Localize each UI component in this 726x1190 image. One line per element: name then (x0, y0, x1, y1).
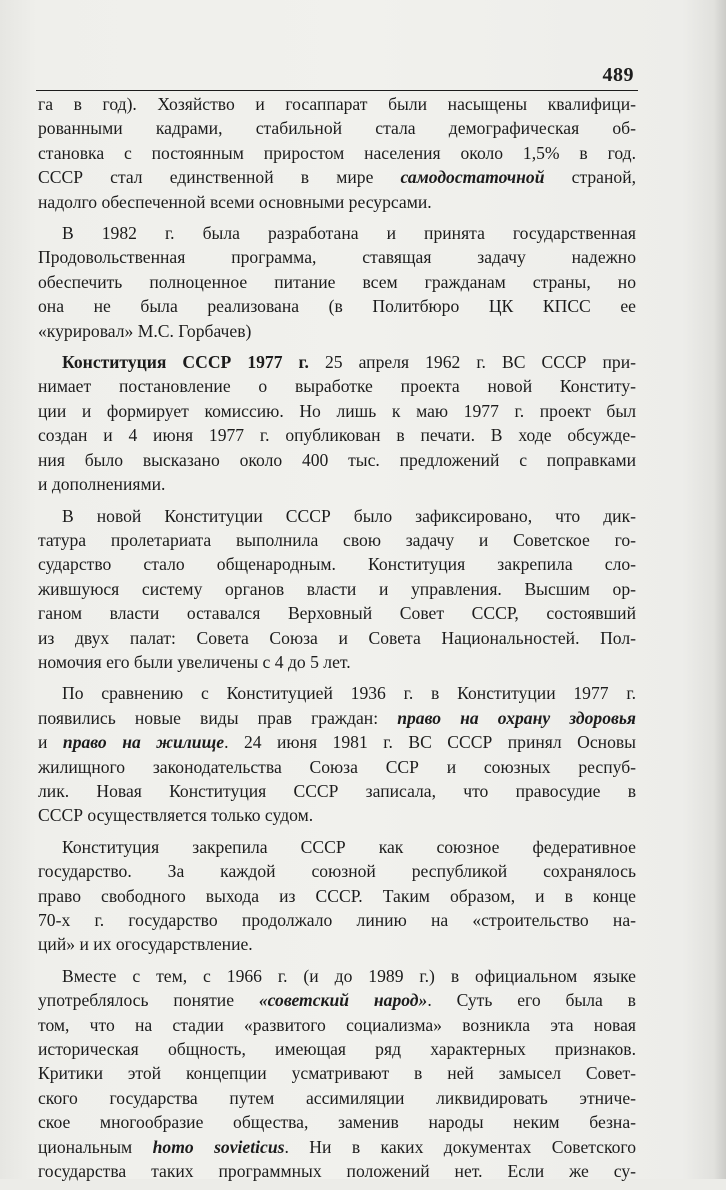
text-run: ского государства путем ассимиляции ликвидировать этниче- (38, 1087, 636, 1108)
page-edge-shadow (714, 0, 726, 1179)
emphasis-term: право на жилище (62, 732, 225, 753)
text-run: 25 апреля 1962 г. ВС СССР при- (308, 352, 636, 373)
text-run: лик. Новая Конституция СССР записала, что правосудие в (38, 780, 636, 801)
paragraph (38, 964, 636, 1184)
text-line (38, 504, 636, 528)
text-line (38, 706, 636, 730)
text-line (38, 803, 636, 827)
text-line (38, 1037, 636, 1061)
text-run: «курировал» М.С. Горбачев) (38, 320, 252, 341)
text-run: государство. За каждой союзной республикой сохранялось (38, 861, 636, 882)
text-line (38, 577, 636, 601)
paragraph (38, 504, 636, 675)
text-run: циональным (38, 1136, 153, 1157)
text-line (38, 221, 636, 245)
text-line (38, 730, 636, 754)
text-run: ское многообразие общества, заменив народы неким безна- (38, 1112, 636, 1133)
text-line (38, 270, 636, 294)
text-run: создан и 4 июня 1977 г. опубликован в печати. В ходе обсужде- (38, 425, 636, 446)
text-run: В 1982 г. была разработана и принята государственная (62, 223, 636, 244)
text-run: и дополнениями. (38, 474, 166, 495)
text-line (38, 116, 636, 140)
text-line (38, 245, 636, 269)
text-line (38, 681, 636, 705)
text-line (38, 779, 636, 803)
text-line (38, 141, 636, 165)
text-line (38, 1110, 636, 1134)
text-line (38, 448, 636, 472)
text-run: рованными кадрами, стабильной стала демографическая об- (38, 118, 636, 139)
text-line (38, 165, 636, 189)
text-run: Конституция закрепила СССР как союзное федеративное (62, 836, 636, 857)
body-text (38, 92, 636, 1190)
text-run: 70-х г. государство продолжало линию на «строительство на- (38, 910, 636, 930)
text-run: татура пролетариата выполнила свою задачу и Советское го- (38, 529, 636, 550)
text-line (38, 626, 636, 650)
text-run: По сравнению с Конституцией 1936 г. в Конституции 1977 г. (62, 683, 636, 704)
text-run: надолго обеспеченной всеми основными ресурсами. (38, 191, 432, 212)
text-line (38, 601, 636, 625)
text-run: обеспечить полноценное питание всем гражданам страны, но (38, 271, 636, 292)
text-line (38, 552, 636, 576)
text-line (38, 755, 636, 779)
emphasis-term: homo sovieticus (152, 1136, 285, 1157)
text-line (38, 1086, 636, 1110)
text-line (38, 294, 636, 318)
text-run: . Ни в каких документах Советского (284, 1136, 636, 1157)
text-run: Продовольственная программа, ставящая задачу надежно (38, 247, 636, 268)
text-run: и (38, 732, 63, 753)
text-run: ций» и их огосударствление. (38, 934, 253, 955)
text-run: право свободного выхода из СССР. Таким образом, и в конце (38, 885, 636, 906)
text-run: номочия его были увеличены с 4 до 5 лет. (38, 651, 351, 672)
text-line (38, 835, 636, 859)
text-run: . 24 июня 1981 г. ВС СССР принял Основы (224, 732, 637, 753)
header-rule (36, 90, 638, 91)
text-line (38, 472, 636, 496)
text-run: она не была реализована (в Политбюро ЦК КПСС ее (38, 296, 636, 317)
text-run: СССР осуществляется только судом. (38, 805, 314, 826)
text-line (38, 1159, 636, 1183)
text-line (38, 350, 636, 374)
paragraph (38, 221, 636, 343)
text-line (38, 1013, 636, 1037)
emphasis-term: самодостаточной (400, 167, 545, 188)
text-run: ганом власти оставался Верховный Совет СССР, состоявший (38, 603, 636, 624)
text-run: государства таких программных положений нет. Если же су- (38, 1161, 636, 1182)
text-run: . Суть его была в (427, 990, 636, 1011)
text-run: Вместе с тем, с 1966 г. (и до 1989 г.) в официальном языке (62, 965, 636, 986)
text-line (38, 92, 636, 116)
text-run: появились новые виды прав граждан: (38, 707, 398, 728)
text-run: сударство стало общенародным. Конституция закрепила сло- (38, 554, 636, 575)
text-line (38, 908, 636, 932)
text-line (38, 423, 636, 447)
text-line (38, 650, 636, 674)
text-line (38, 988, 636, 1012)
text-line (38, 859, 636, 883)
text-line (38, 964, 636, 988)
text-line (38, 884, 636, 908)
section-heading-inline: Конституция СССР 1977 г. (62, 352, 309, 373)
text-line (38, 399, 636, 423)
text-line (38, 190, 636, 214)
text-run: нимает постановление о выработке проекта новой Конститу- (38, 376, 636, 397)
paragraph (38, 92, 636, 214)
emphasis-term: право на охрану здоровья (397, 707, 636, 728)
text-run: ции и формирует комиссию. Но лишь к маю 1977 г. проект был (38, 400, 636, 421)
text-run: В новой Конституции СССР было зафиксировано, что дик- (62, 505, 636, 526)
text-run: ния было высказано около 400 тыс. предложений с поправками (38, 449, 636, 470)
text-line (38, 319, 636, 343)
text-run: из двух палат: Совета Союза и Совета Национальностей. Пол- (38, 627, 636, 648)
text-run: жившуюся систему органов власти и управления. Высшим ор- (38, 578, 636, 599)
text-run: Критики этой концепции усматривают в ней замысел Совет- (38, 1063, 636, 1084)
paragraph (38, 350, 636, 496)
paragraph (38, 835, 636, 957)
text-run: га в год). Хозяйство и госаппарат были насыщены квалифици- (38, 94, 636, 114)
text-run: жилищного законодательства Союза ССР и союзных респуб- (38, 756, 636, 777)
text-line (38, 374, 636, 398)
text-run: страной, (544, 167, 637, 188)
emphasis-term: «советский народ» (258, 990, 428, 1011)
text-line (38, 1061, 636, 1085)
paragraph (38, 681, 636, 827)
text-line (38, 1135, 636, 1159)
text-line (38, 932, 636, 956)
text-run: том, что на стадии «развитого социализма» возникла эта новая (38, 1014, 636, 1035)
text-run: СССР стал единственной в мире (38, 167, 401, 188)
text-run: становка с постоянным приростом населения около 1,5% в год. (38, 142, 636, 163)
text-run: историческая общность, имеющая ряд характерных признаков. (38, 1039, 636, 1060)
page-number: 489 (602, 64, 634, 86)
text-run: употреблялось понятие (38, 990, 259, 1011)
text-line (38, 528, 636, 552)
